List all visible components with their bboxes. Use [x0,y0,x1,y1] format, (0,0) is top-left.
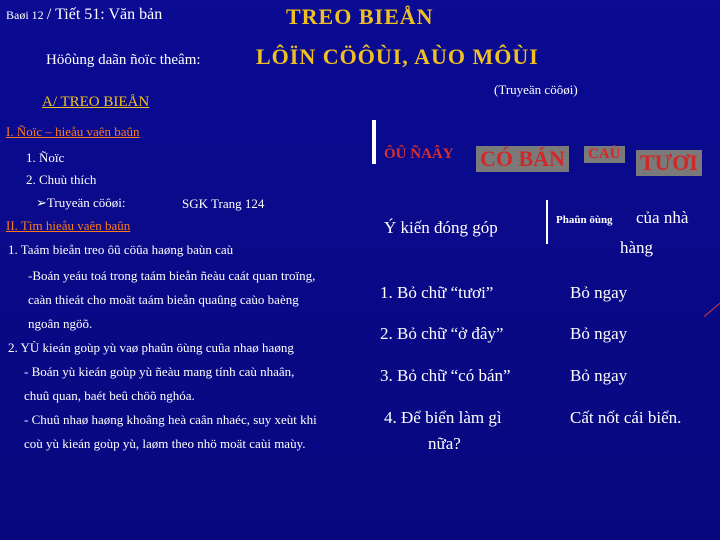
lesson-title: Tiết 51: Văn bản [55,6,163,23]
sign-word-sell: CÓ BÁN [476,146,569,172]
table-row-idea-continued: nữa? [428,434,461,453]
table-row-idea: 2. Bỏ chữ “ở đây” [380,324,504,343]
paragraph1-line: ngoân ngöõ. [28,316,93,331]
paragraph1-line: caàn thieát cho moät taám bieån quaûng caùo baèng [28,292,299,307]
table-row-reaction: Bỏ ngay [570,283,628,302]
item-note: 2. Chuù thích [26,172,97,187]
story-subtitle: LÔÏN CÖÔÙI, AÙO MÔÙI [256,44,539,69]
column-header-reaction-c: hàng [620,238,654,257]
sign-divider [372,120,376,164]
genre-label: (Truyeän cöôøi) [494,82,578,97]
part1-heading: I. Ñoïc – hieåu vaên baûn [6,124,140,139]
sign-word-fresh: TƯƠI [636,150,702,176]
column-divider [546,200,548,244]
table-row-reaction: Cất nốt cái biển. [570,408,682,427]
sign-word-here: ÔÛ ÑAÂY [384,146,454,162]
paragraph2-line: chuû quan, baét beû chöõ nghóa. [24,388,195,403]
paragraph1-title: 1. Taám bieån treo ôû cöûa haøng baùn caù [8,242,234,257]
section-a-heading: A/ TREO BIEÅN [42,94,150,110]
bullet-genre: ➢Truyeän cöôøi: [36,195,126,210]
item-read: 1. Ñoïc [26,150,65,165]
paragraph2-line: - Chuû nhaø haøng khoâng heà caân nhaéc, suy xeùt khi [24,412,317,427]
column-header-reaction-b: của nhà [636,208,689,227]
decorative-line [704,297,720,317]
column-header-reaction-a: Phaûn öùng [556,214,613,226]
part2-heading: II. Tìm hieåu vaên baûn [6,218,131,233]
sign-word-fish: CAÙ [584,146,625,163]
story-title: TREO BIEÅN [286,4,434,29]
paragraph2-line: coù yù kieán goùp yù, laøm theo nhö moät caùi maùy. [24,436,306,451]
column-header-ideas: Ý kiến đóng góp [384,218,498,237]
guide-label: Höôùng daãn ñoïc theâm: [46,52,201,68]
paragraph1-line: -Boán yeáu toá trong taám bieån ñeàu caát quan troïng, [28,268,316,283]
table-row-idea: 1. Bỏ chữ “tươi” [380,283,494,302]
table-row-idea: 4. Để biển làm gì [384,408,502,427]
lesson-header: Baøi 12 / Tiết 51: Văn bản [6,6,163,23]
paragraph2-line: - Boán yù kieán goùp yù ñeàu mang tính caù nhaân, [24,364,295,379]
lesson-label: Baøi 12 [6,8,44,22]
table-row-reaction: Bỏ ngay [570,324,628,343]
paragraph2-title: 2. YÙ kieán goùp yù vaø phaûn öùng cuûa nhaø haøng [8,340,294,355]
table-row-reaction: Bỏ ngay [570,366,628,385]
sgk-reference: SGK Trang 124 [182,196,265,211]
table-row-idea: 3. Bỏ chữ “có bán” [380,366,511,385]
